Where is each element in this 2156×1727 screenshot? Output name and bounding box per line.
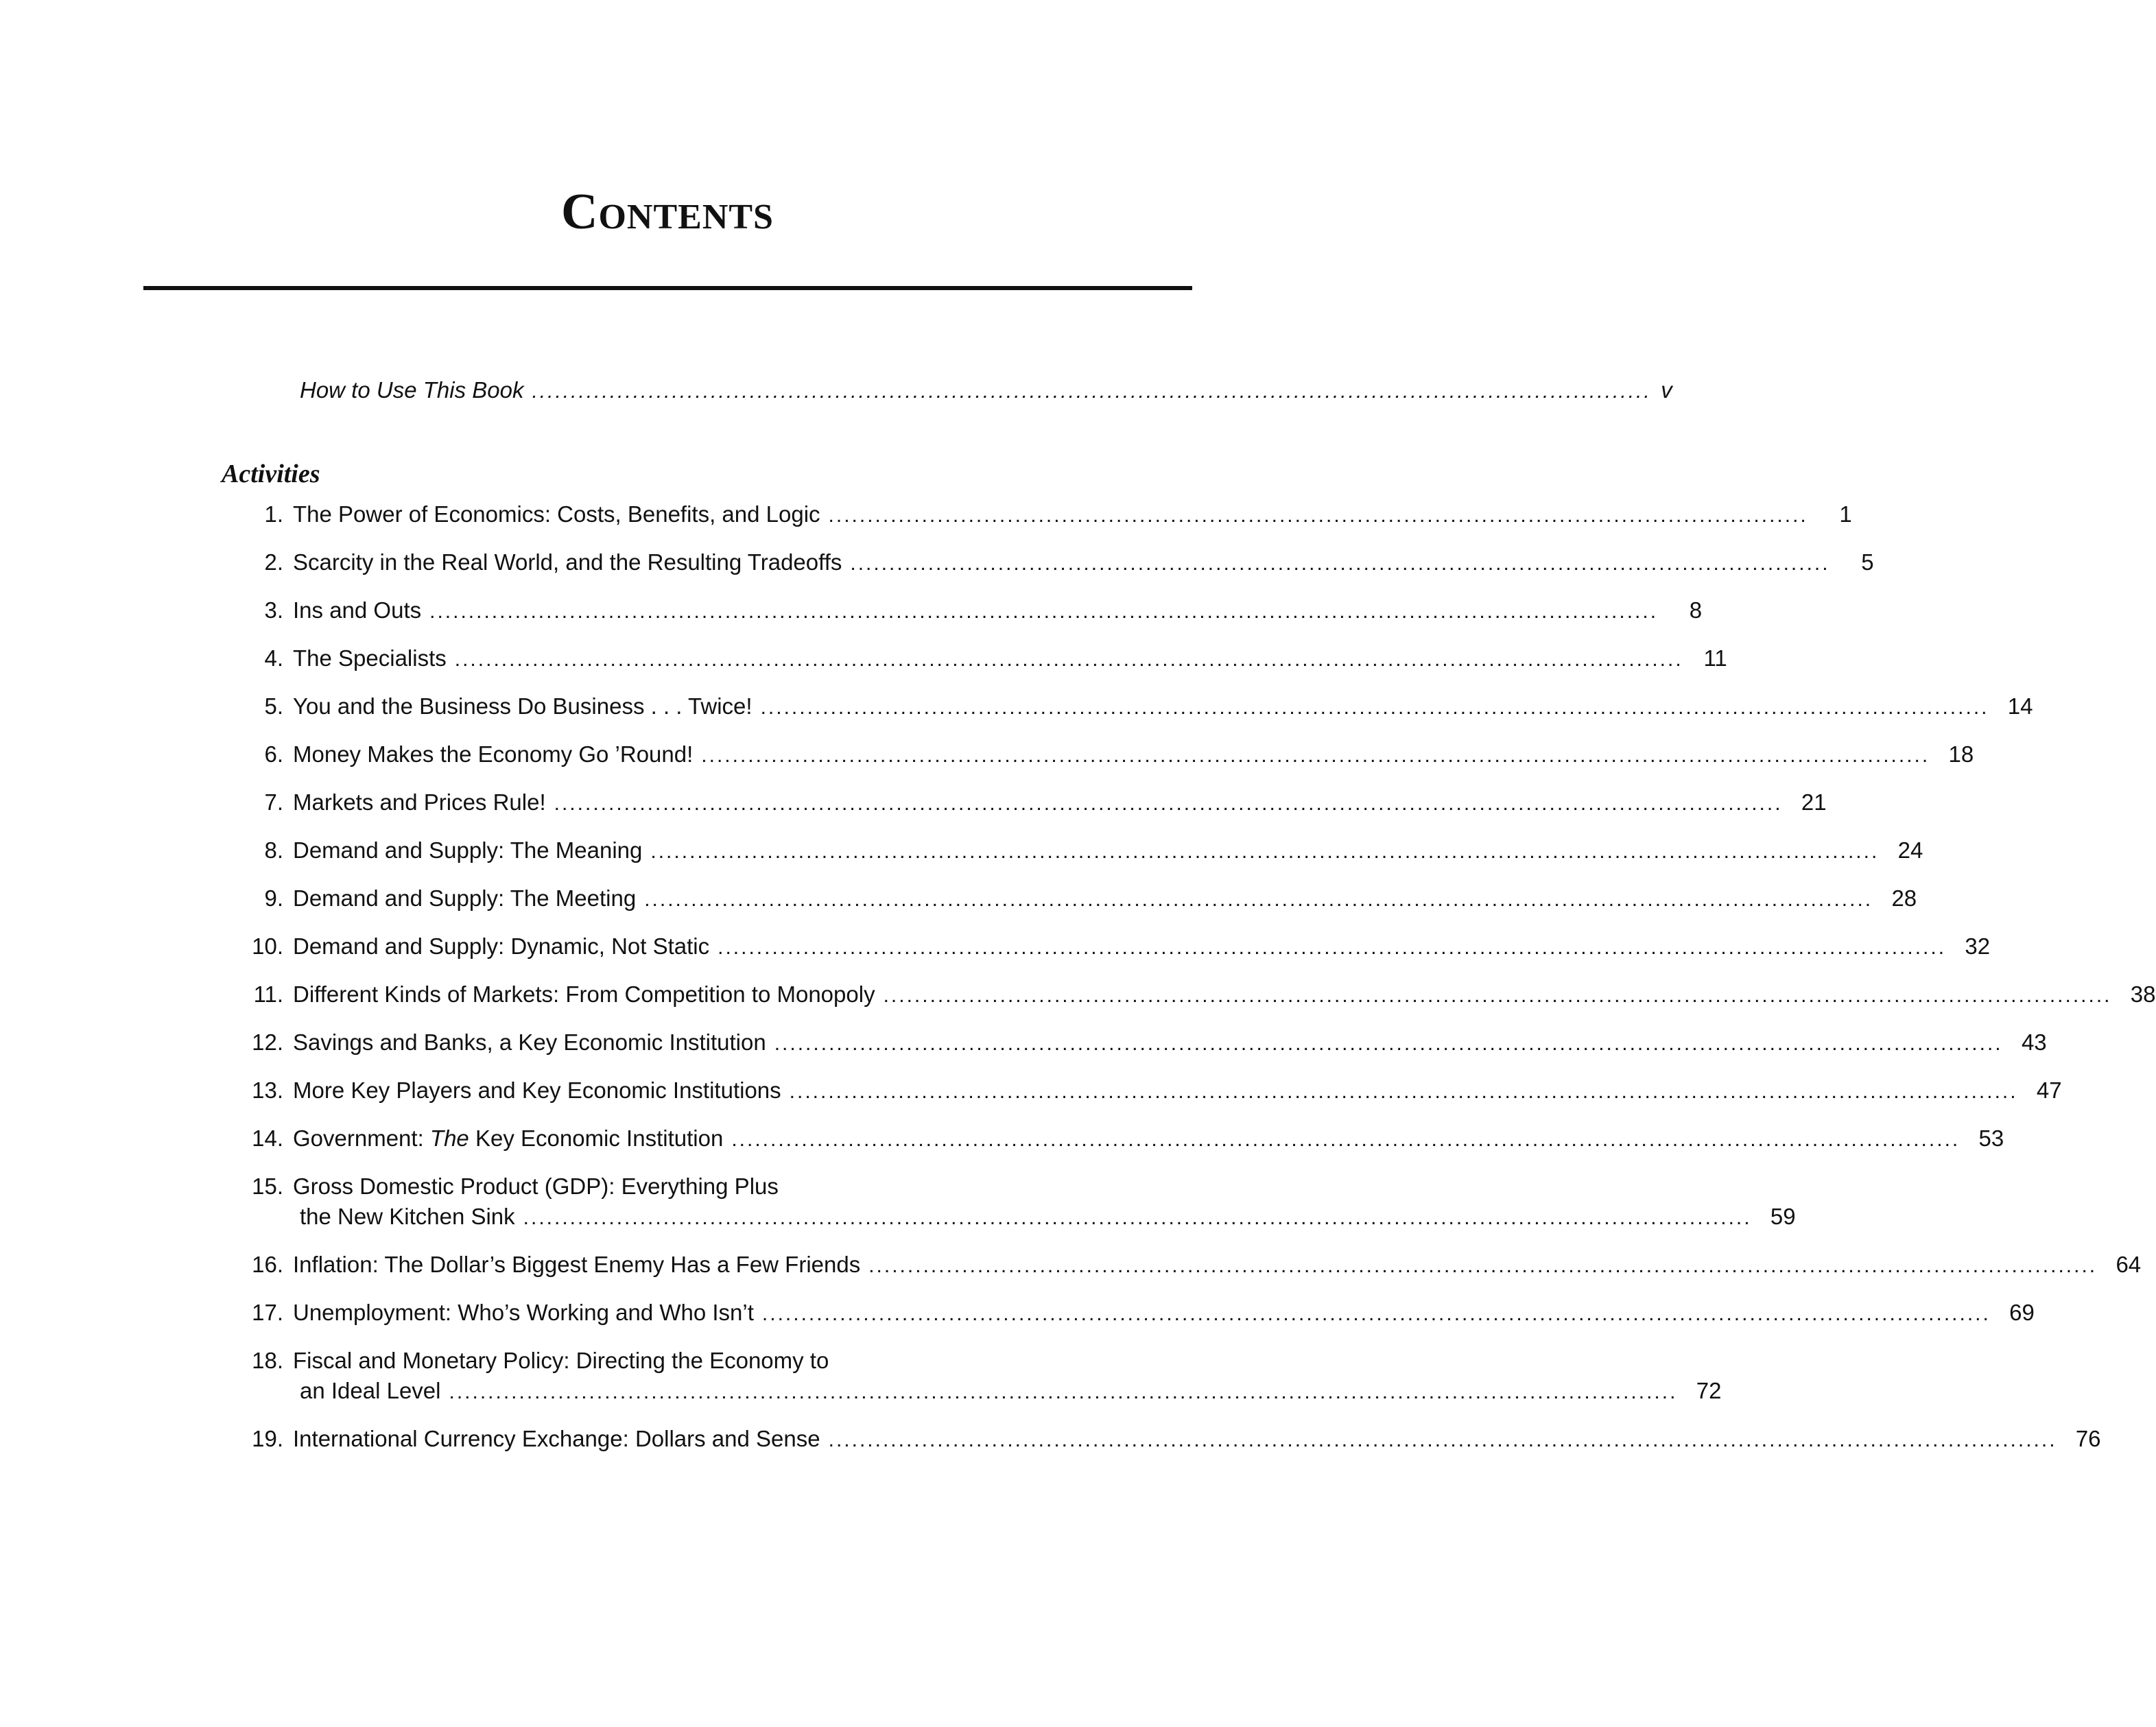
page-title: Contents bbox=[561, 184, 774, 240]
entry-page: 24 bbox=[1897, 837, 1923, 863]
entry-title: Markets and Prices Rule! bbox=[293, 789, 546, 815]
dot-leader: .............................................................................................................................................................. bbox=[883, 984, 2112, 1007]
entry-page: 59 bbox=[1770, 1204, 1796, 1229]
entry-number: 10. bbox=[252, 933, 283, 959]
entry-title-emphasis: The bbox=[429, 1125, 469, 1151]
entry-number: 16. bbox=[252, 1252, 283, 1277]
entry-number: 8. bbox=[264, 837, 283, 863]
entry-number: 9. bbox=[264, 885, 283, 911]
dot-leader: .............................................................................................................................................................. bbox=[828, 1429, 2057, 1451]
entry-number: 18. bbox=[252, 1348, 283, 1373]
entry-title: More Key Players and Key Economic Institutions bbox=[293, 1077, 781, 1103]
entry-page: 76 bbox=[2075, 1426, 2101, 1451]
entry-page: 69 bbox=[2009, 1300, 2035, 1325]
entry-title: Demand and Supply: The Meeting bbox=[293, 885, 637, 911]
toc-entry-how-to-use[interactable] bbox=[300, 377, 1672, 403]
entry-title: Money Makes the Economy Go ’Round! bbox=[293, 741, 694, 767]
entry-page: 18 bbox=[1948, 741, 1974, 767]
entry-title: Gross Domestic Product (GDP): Everything Plus bbox=[293, 1174, 779, 1199]
entry-title: Fiscal and Monetary Policy: Directing the Economy to bbox=[293, 1348, 829, 1373]
entry-page: 11 bbox=[1703, 645, 1727, 671]
entry-page: 43 bbox=[2021, 1029, 2047, 1055]
dot-leader: .............................................................................................................................................................. bbox=[523, 1206, 1752, 1229]
entry-page: 72 bbox=[1696, 1378, 1722, 1403]
section-heading-activities: Activities bbox=[222, 460, 320, 488]
entry-title-continued: an Ideal Level bbox=[300, 1378, 441, 1403]
entry-number: 17. bbox=[252, 1300, 283, 1325]
entry-title: Inflation: The Dollar’s Biggest Enemy Has a Few Friends bbox=[293, 1252, 861, 1277]
dot-leader: .............................................................................................................................................................. bbox=[644, 888, 1873, 911]
entry-title bbox=[293, 1127, 723, 1150]
dot-leader: ................................................................................................................................................ bbox=[532, 380, 1652, 403]
dot-leader: .............................................................................................................................................................. bbox=[760, 696, 1989, 719]
dot-leader: .............................................................................................................................................................. bbox=[429, 600, 1659, 623]
entry-page: 64 bbox=[2116, 1252, 2142, 1277]
entry-number: 19. bbox=[252, 1426, 283, 1451]
dot-leader: .............................................................................................................................................................. bbox=[789, 1080, 2018, 1103]
entry-title: The Specialists bbox=[293, 645, 447, 671]
entry-number: 2. bbox=[264, 549, 283, 575]
title-rule bbox=[143, 286, 1192, 290]
dot-leader: .............................................................................................................................................................. bbox=[650, 840, 1880, 863]
dot-leader: .............................................................................................................................................................. bbox=[554, 792, 1783, 815]
entry-title: International Currency Exchange: Dollars and Sense bbox=[293, 1426, 820, 1451]
entry-number: 7. bbox=[264, 789, 283, 815]
entry-number: 13. bbox=[252, 1077, 283, 1103]
dot-leader: .............................................................................................................................. bbox=[850, 552, 1830, 575]
entry-page: 21 bbox=[1801, 789, 1827, 815]
entry-number: 11. bbox=[253, 981, 283, 1007]
entry-title: Demand and Supply: The Meaning bbox=[293, 837, 643, 863]
dot-leader: .............................................................................................................................................................. bbox=[761, 1302, 1991, 1325]
dot-leader: .............................................................................................................................. bbox=[828, 504, 1808, 527]
entry-title: The Power of Economics: Costs, Benefits, and Logic bbox=[293, 501, 820, 527]
entry-page: 28 bbox=[1891, 885, 1917, 911]
entry-number: 5. bbox=[264, 693, 283, 719]
entry-title: Savings and Banks, a Key Economic Institution bbox=[293, 1029, 766, 1055]
toc-entry-label: How to Use This Book bbox=[300, 377, 524, 403]
entry-page: 1 bbox=[1839, 501, 1852, 527]
entry-title-part: Government: bbox=[293, 1125, 430, 1151]
dot-leader: .............................................................................................................................................................. bbox=[718, 936, 1947, 959]
entry-title: Ins and Outs bbox=[293, 597, 422, 623]
entry-page: 47 bbox=[2036, 1077, 2062, 1103]
entry-page: 53 bbox=[1978, 1125, 2004, 1151]
entry-page: 8 bbox=[1689, 597, 1703, 623]
entry-title: Scarcity in the Real World, and the Resulting Tradeoffs bbox=[293, 549, 842, 575]
entry-page: 32 bbox=[1965, 933, 1991, 959]
entry-page: 14 bbox=[2007, 693, 2033, 719]
dot-leader: .............................................................................................................................................................. bbox=[731, 1128, 1960, 1151]
dot-leader: .............................................................................................................................................................. bbox=[449, 1381, 1678, 1403]
entry-page: 38 bbox=[2130, 981, 2156, 1007]
entry-title-continued: the New Kitchen Sink bbox=[300, 1204, 515, 1229]
entry-number: 12. bbox=[252, 1029, 283, 1055]
entry-number: 3. bbox=[264, 597, 283, 623]
entry-number: 6. bbox=[264, 741, 283, 767]
entry-number: 14. bbox=[252, 1125, 283, 1151]
dot-leader: .............................................................................................................................................................. bbox=[868, 1254, 2098, 1277]
entry-title: Demand and Supply: Dynamic, Not Static bbox=[293, 933, 710, 959]
entry-title: Unemployment: Who’s Working and Who Isn’t bbox=[293, 1300, 754, 1325]
entry-title: Different Kinds of Markets: From Competition to Monopoly bbox=[293, 981, 875, 1007]
entry-number: 1. bbox=[264, 501, 283, 527]
entry-number: 4. bbox=[264, 645, 283, 671]
dot-leader: .............................................................................................................................................................. bbox=[774, 1032, 2003, 1055]
toc-entry-page: v bbox=[1661, 377, 1672, 403]
entry-number: 15. bbox=[252, 1174, 283, 1199]
dot-leader: .............................................................................................................................................................. bbox=[701, 744, 1930, 767]
entry-title-part: Key Economic Institution bbox=[469, 1125, 724, 1151]
dot-leader: .............................................................................................................................................................. bbox=[454, 648, 1683, 671]
entry-page: 5 bbox=[1861, 549, 1874, 575]
entry-title: You and the Business Do Business . . . Twice! bbox=[293, 693, 753, 719]
